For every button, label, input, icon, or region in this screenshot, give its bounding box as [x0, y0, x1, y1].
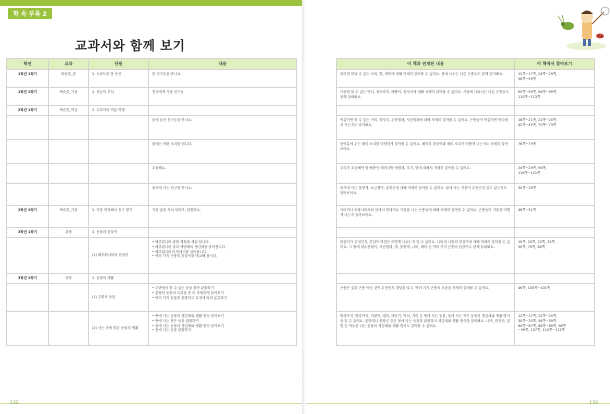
related-content-cell — [337, 274, 515, 284]
related-content-cell — [337, 228, 515, 238]
subject-cell — [49, 164, 89, 184]
grade-cell: 1학년 1학기 — [7, 70, 49, 88]
related-content-cell: 곤충은 것과 곤충 아닌 것이 무엇인지 개념을 알고, 여러 가지 곤충의 모습을 자세히 살펴볼 수 있어요. — [337, 284, 515, 312]
related-content-cell: 여름이면 볼 수 있는 거미, 잠자리, 무당벌레, 사슴벌레에 대해 자세히 알아볼 수 있어요. 곤충들이 여름이면 어디에서 사는지도 알아봐요. — [337, 116, 515, 140]
page-ref-cell: 12쪽~17쪽, 26쪽~29쪽, 56쪽~59쪽 — [515, 70, 595, 88]
unit-cell: (2) 사는 곳에 따른 동물의 생활 — [89, 312, 149, 346]
content-cell: 들에 들산 친구들을 만나요. — [149, 116, 297, 140]
table-row — [7, 88, 297, 106]
table-row — [7, 274, 297, 284]
page-number-right: 133 — [589, 401, 598, 406]
unit-cell: 2. 도란도란 봄 동산 — [89, 70, 149, 88]
related-content-cell: 봄이면 만날 수 있는 나비, 벌, 개미에 대해 자세히 알아볼 수 있어요. 봄에 나오는 다른 곤충들도 함께 알아봐요. — [337, 70, 515, 88]
table-header-row — [7, 59, 297, 70]
page-ref-cell — [515, 274, 595, 284]
page-ref-cell — [515, 106, 595, 116]
footer-line — [0, 403, 304, 404]
related-content-table — [336, 58, 595, 346]
table-row — [7, 312, 297, 346]
content-cell: 현규에게 가을 친구들 — [149, 88, 297, 106]
table-row — [337, 184, 595, 206]
unit-cell — [89, 184, 149, 206]
table-row — [337, 140, 595, 164]
table-row — [7, 164, 297, 184]
page-ref-cell: 76쪽~79쪽 — [515, 140, 595, 164]
table-row — [7, 284, 297, 312]
table-row — [337, 274, 595, 284]
header-grade: 학년 — [7, 59, 49, 70]
table-row — [337, 312, 595, 346]
subject-cell: 바슬즐_가을 — [49, 206, 89, 228]
page-ref-cell: 24쪽~29쪽, 96쪽, 116쪽~121쪽 — [515, 164, 595, 184]
subject-cell — [49, 140, 89, 164]
unit-cell: 1. 동물의 생활 — [89, 274, 149, 284]
content-cell: 봄 친구들을 만나요. — [149, 70, 297, 88]
related-content-cell: 물가에 사는 물방개, 소금쟁이, 물장군에 대해 자세히 알아볼 수 있어요. 물에 사는 식물이 무엇인지 알고 있는지도 알아보아요. — [337, 184, 515, 206]
table-row — [7, 106, 297, 116]
unit-cell — [89, 164, 149, 184]
footer-line — [306, 403, 610, 404]
grade-cell — [7, 184, 49, 206]
related-content-cell: 한여름에 우는 매미 소리를 다양하게 알아볼 수 있어요. 매미의 한살이와 매미 소리가 어떻게 나는지도 자세히 알아보아요. — [337, 140, 515, 164]
table-row — [337, 70, 595, 88]
grade-cell — [7, 140, 49, 164]
unit-cell: 2. 가을 탐정해서 친구 찾기 — [89, 206, 149, 228]
table-row — [7, 238, 297, 274]
content-cell: 물에는 어떤 소리를 냅니다. — [149, 140, 297, 164]
content-cell: 가을 숲을 자치 알아가, 관찰하요. — [149, 206, 297, 228]
page-number-left: 132 — [10, 401, 19, 406]
right-page — [306, 0, 610, 414]
table-row — [7, 140, 297, 164]
page-ref-cell: 46쪽~51쪽 — [515, 206, 595, 228]
page-ref-cell: 12쪽~17쪽, 22쪽~25쪽, 30쪽~33쪽, 56쪽~59쪽, 64쪽~67쪽, 86쪽~89쪽, 96쪽 ~99쪽, 107쪽, 110쪽~113쪽 — [515, 312, 595, 346]
page-ref-cell — [515, 228, 595, 238]
subject-cell: 바슬즐_여름 — [49, 106, 89, 116]
header-unit: 단원 — [89, 59, 149, 70]
related-content-cell: 한살이가 무엇인지, 한살이 방법은 어떻게 나뉘는지 알 수 있어요. 나비의 나방의 한살이에 대해 자세히 알아볼 수 있어요. 그 밖에 장수풍뎅이, 사슴벌레, 벌, 물방개, 나비, 매미 등 여러 가지 곤충의 한살이도 함께 살펴봐요. — [337, 238, 515, 274]
grade-cell: 1학년 2학기 — [7, 88, 49, 106]
header-subject: 교과 — [49, 59, 89, 70]
related-content-cell: 우리가 초심해야 할 해충인 매미나방 애벌레, 모기, 벌에 대해서 자세히 알아볼 수 있어요. — [337, 164, 515, 184]
insect-illustration — [556, 6, 610, 52]
grade-cell — [7, 164, 49, 184]
unit-cell: (1) 주변의 동물 — [89, 284, 149, 312]
page-ref-cell: 18쪽~21쪽, 22쪽~25쪽, 42쪽~45쪽, 70쪽~73쪽 — [515, 116, 595, 140]
grade-cell — [7, 284, 49, 312]
content-cell: • 배추흰나비 관찰 계획을 세워 봅니다. • 배추흰나비 알과 애벌레의 생김새를 알아봅니다. • 배추흰나비의 번데기를 알아봅니다. • 여러 가지 곤충의 한살이를 비교해 봅시다. — [149, 238, 297, 274]
header-related-content: 이 책과 연계된 내용 — [337, 59, 515, 70]
section-tag: 학 속 부록 2 — [8, 8, 52, 19]
unit-cell: 2. 초록이의 여름 여행 — [89, 106, 149, 116]
page-ref-cell: 10쪽, 20쪽, 23쪽, 32쪽, 50쪽, 70쪽, 84쪽 — [515, 238, 595, 274]
table-row — [337, 238, 595, 274]
table-header-row — [337, 59, 595, 70]
subject-cell: 과학 — [49, 274, 89, 284]
table-row — [7, 70, 297, 88]
grade-cell: 3학년 2학기 — [7, 274, 49, 284]
subject-cell — [49, 284, 89, 312]
table-row — [7, 206, 297, 228]
grade-cell: 2학년 2학기 — [7, 206, 49, 228]
content-cell: 물가에 사는 친구를 만나요. — [149, 184, 297, 206]
content-cell — [149, 274, 297, 284]
curriculum-table — [6, 58, 297, 346]
subject-cell: 과학 — [49, 228, 89, 238]
related-content-cell: 사마귀나 호랑나비처럼 알에서 번데기로 가을을 나는 곤충들에 대해 자세히 알아볼 수 있어요. 곤충들이 겨울을 어떻게 나는지 알아보아요. — [337, 206, 515, 228]
table-row — [337, 164, 595, 184]
page-ref-cell: 46쪽, 100쪽~101쪽 — [515, 284, 595, 312]
table-row — [337, 106, 595, 116]
related-content-cell: 가을에 볼 수 있는 여치, 귀뚜라미, 베짱이, 잠자리에 대해 자세히 알아볼 수 있어요. 가을에 나타나는 다른 곤충들도 함께 살펴봐요. — [337, 88, 515, 106]
header-page-lookup: 이 책에서 찾아보기 — [515, 59, 595, 70]
subject-cell: 바슬즐_가을 — [49, 88, 89, 106]
table-row — [337, 284, 595, 312]
table-row — [7, 184, 297, 206]
left-page — [0, 0, 304, 414]
related-content-cell — [337, 106, 515, 116]
table-row — [7, 116, 297, 140]
grade-cell — [7, 238, 49, 274]
header-content: 내용 — [149, 59, 297, 70]
related-content-cell: 땅강아지, 땅강아지, 지렁이, 매미, 메뚜기, 여치, 거미 등 땅에 사는 동물, 물에 사는 작은 동물의 생김새와 생활 방식을 알 수 있어요. 물방개나 물장군 같은 물에 사는 동물을 관찰하고 생김새와 생활 방식을 알아봐요. 나비, 잠자리, 꿀벌 등 하늘을 나는 동물의 생김새와 생활 방식도 알아볼 수 있어요. — [337, 312, 515, 346]
content-cell: • 땅에 사는 동물의 생김새와 생활 방식 알아보기 • 땅에 사는 작은 동물 관찰하기 • 물에 사는 동물의 생김새와 생활 방식 알아보기 • 물에 사는 동물 관찰하기 — [149, 312, 297, 346]
subject-cell: 바슬즐_봄 — [49, 70, 89, 88]
grade-cell: 2학년 1학기 — [7, 106, 49, 116]
unit-cell: (1) 배추흰나비의 한살이 — [89, 238, 149, 274]
grade-cell — [7, 116, 49, 140]
page-ref-cell: 90쪽~93쪽, 96쪽~99쪽, 110쪽~113쪽 — [515, 88, 595, 106]
table-row — [337, 228, 595, 238]
table-row — [7, 228, 297, 238]
subject-cell — [49, 184, 89, 206]
unit-cell — [89, 140, 149, 164]
grade-cell — [7, 312, 49, 346]
unit-cell — [89, 116, 149, 140]
unit-cell: 2. 현규의 추석 — [89, 88, 149, 106]
subject-cell — [49, 238, 89, 274]
top-accent-bar — [0, 0, 304, 6]
unit-cell: 3. 동물의 한살이 — [89, 228, 149, 238]
page-title: 교과서와 함께 보기 — [75, 38, 186, 53]
grade-cell: 3학년 1학기 — [7, 228, 49, 238]
subject-cell — [49, 312, 89, 346]
page-ref-cell: 30쪽~35쪽 — [515, 184, 595, 206]
table-row — [337, 116, 595, 140]
content-cell: • 주변에서 볼 수 있는 동물 찾아 관찰하기 • 관찰한 동물의 특징을 좀 더 자세하게 알아보기 • 여러 가지 동물을 관찰하고 특징에 따라 분류하기 — [149, 284, 297, 312]
content-cell — [149, 106, 297, 116]
content-cell — [149, 228, 297, 238]
table-row — [337, 206, 595, 228]
table-row — [337, 88, 595, 106]
content-cell: 초심해요. — [149, 164, 297, 184]
subject-cell — [49, 116, 89, 140]
